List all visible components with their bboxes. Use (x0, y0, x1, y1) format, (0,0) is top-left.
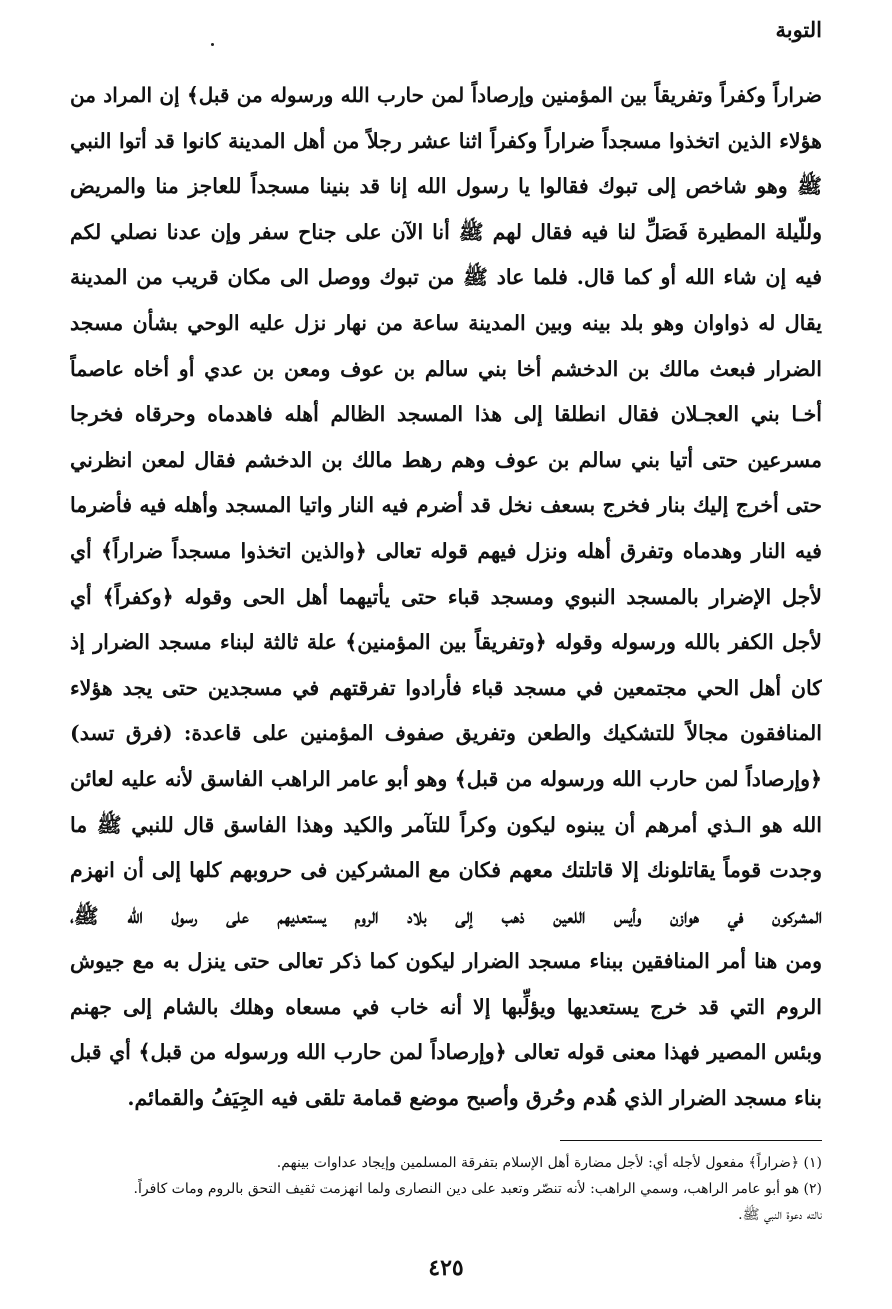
footnote-2: (٢) هو أبو عامر الراهب، وسمي الراهب: لأنه تنصّر وتعبد على دين النصارى ولما انهزمت ثقيف التحق بالروم ومات كافراً. (133, 1181, 822, 1197)
body-text (70, 73, 822, 1122)
footnotes (70, 1150, 822, 1228)
running-head: التوبة (775, 17, 822, 42)
text-line: حتى أخرج إليك بنار فخرج بسعف نخل قد أضرم فيه النار واتيا المسجد وأهله فيه فأضرما (70, 493, 822, 518)
text-line: ﷺ وهو شاخص إلى تبوك فقالوا يا رسول الله إنا قد بنينا مسجداً للعاجز منا والمريض (70, 174, 822, 199)
footnote-divider (560, 1140, 822, 1141)
text-line: الله هو الـذي أمرهم أن يبنوه ليكون وكراً للتآمر والكيد وهذا الفاسق قال للنبي ﷺ ما (70, 812, 822, 837)
text-line: مسرعين حتى أتيا بني سالم بن عوف وهم رهط مالك بن الدخشم فقال لمعن انظرني (70, 447, 822, 472)
text-line: لأجل الكفر بالله ورسوله وقوله ﴿وتفريقاً بين المؤمنين﴾ علة ثالثة لبناء مسجد الضرار إذ (70, 630, 822, 655)
text-line: ومن هنا أمر المنافقين ببناء مسجد الضرار ليكون كما ذكر تعالى حتى ينزل به مع جيوش (70, 949, 822, 974)
footnote-2-continued: نالته دعوة النبي ﷺ. (738, 1207, 822, 1223)
text-line: أخـا بني العجـلان فقال انطلقا إلى هذا المسجد الظالم أهله فاهدماه وحرقاه فخرجا (70, 402, 822, 427)
page-number: ٤٢٥ (428, 1255, 464, 1281)
text-line: الضرار فبعث مالك بن الدخشم أخا بني سالم بن عوف ومعن بن عدي أو أخاه عاصماً (70, 356, 822, 381)
text-line: هؤلاء الذين اتخذوا مسجداً ضراراً وكفراً اثنا عشر رجلاً من أهل المدينة كانوا قد أتوا النبي (70, 128, 822, 153)
text-line: وجدت قوماً يقاتلونك إلا قاتلتك معهم فكان مع المشركين فى حروبهم كلها إلى أن انهزم (70, 858, 822, 883)
text-line: وللّيلة المطيرة فَصَلِّ لنا فيه فقال لهم ﷺ أنا الآن على جناح سفر وإن عدنا نصلي لكم (70, 219, 822, 244)
text-line: ضراراً وكفراً وتفريقاً بين المؤمنين وإرصاداً لمن حارب الله ورسوله من قبل﴾ إن المراد من (70, 83, 822, 107)
text-line: بناء مسجد الضرار الذي هُدم وحُرق وأصبح موضع قمامة تلقى فيه الجِيَفُ والقمائم. (127, 1086, 822, 1111)
text-line: المشركون في هوازن وأيس اللعين ذهب إلى بلاد الروم يستعديهم على رسول الله ﷺ، (70, 903, 822, 928)
print-speck (211, 43, 214, 46)
text-line: الروم التي قد خرج يستعديها ويؤلِّبها إلا أنه خاب في مسعاه وهلك بالشام إلى جهنم (70, 994, 822, 1019)
text-line: كان أهل الحي مجتمعين في مسجد قباء فأرادوا تفرقتهم في مسجدين حتى يجد هؤلاء (70, 675, 822, 700)
text-line: يقال له ذواوان وهو بلد بينه وبين المدينة ساعة من نهار نزل عليه الوحي بشأن مسجد (70, 310, 822, 335)
text-line: فيه النار وهدماه وتفرق أهله ونزل فيهم قوله تعالى ﴿والذين اتخذوا مسجداً ضراراً﴾ أي (70, 538, 822, 563)
text-line: ﴿وإرصاداً لمن حارب الله ورسوله من قبل﴾ وهو أبو عامر الراهب الفاسق لأنه عليه لعائن (70, 766, 822, 791)
text-line: لأجل الإضرار بالمسجد النبوي ومسجد قباء حتى يأتيهما أهل الحى وقوله ﴿وكفراً﴾ أي (70, 584, 822, 609)
footnote-1: (١) ﴿ضراراً﴾ مفعول لأجله أي: لأجل مضارة أهل الإسلام بتفرقة المسلمين وإيجاد عداوات بينهم. (276, 1155, 822, 1171)
text-line: فيه إن شاء الله أو كما قال. فلما عاد ﷺ من تبوك ووصل الى مكان قريب من المدينة (70, 265, 822, 290)
text-line: المنافقون مجالاً للتشكيك والطعن وتفريق صفوف المؤمنين على قاعدة: (فرق تسد) (70, 721, 822, 746)
text-line: وبئس المصير فهذا معنى قوله تعالى ﴿وإرصاداً لمن حارب الله ورسوله من قبل﴾ أي قبل (70, 1040, 822, 1065)
